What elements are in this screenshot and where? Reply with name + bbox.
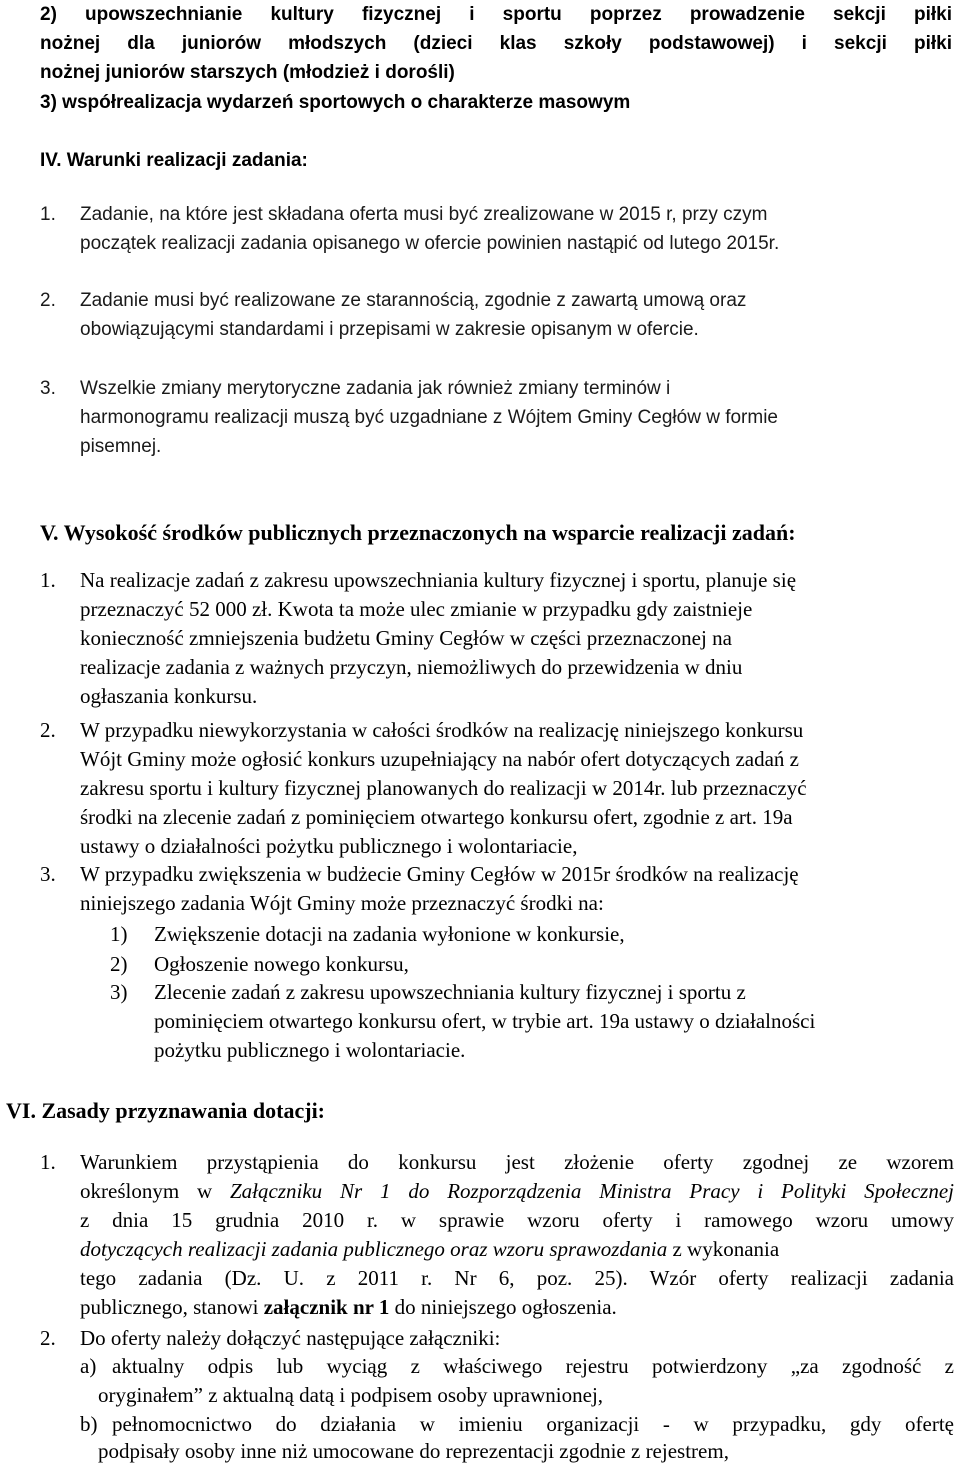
item-line: Wszelkie zmiany merytoryczne zadania jak również zmiany terminów i [80,378,671,399]
item-number: 2. [40,290,56,311]
item-line: Zwiększenie dotacji na zadania wyłonione w konkursie, [154,922,625,946]
item-number: 3. [40,862,56,886]
item-line-part: określonym w [80,1179,230,1203]
section-4-item-3 [40,374,954,464]
item-line: Ogłoszenie nowego konkursu, [154,952,409,976]
item-line: Wójt Gminy może ogłosić konkurs uzupełniający na nabór ofert dotyczących zadań z [80,747,799,771]
item-line-part: z wykonania [667,1237,780,1261]
item-number: 2. [40,1326,56,1350]
intro-line: nożnej juniorów starszych (młodzież i dorośli) [40,62,455,83]
section-5-subitem-3 [110,978,954,1068]
item-line: pożytku publicznego i wolontariacie. [154,1038,466,1062]
subitem-number: b) [80,1412,98,1436]
item-line: Do oferty należy dołączyć następujące załączniki: [80,1326,501,1350]
item-line: oryginałem” z aktualną datą i podpisem osoby uprawnionej, [98,1383,604,1407]
section-4-item-1 [40,200,954,260]
section-5-heading: V. Wysokość środków publicznych przeznaczonych na wsparcie realizacji zadań: [40,520,796,545]
item-line: Na realizacje zadań z zakresu upowszechniania kultury fizycznej i sportu, planuje się [80,568,797,592]
subitem-number: 1) [110,922,128,946]
section-5-subitem-1 [110,920,954,950]
section-6-item-1 [40,1148,954,1328]
item-line: tego zadania (Dz. U. z 2011 r. Nr 6, poz. 25). Wzór oferty realizacji zadania [80,1266,954,1290]
item-line: realizacje zadania z ważnych przyczyn, niemożliwych do przewidzenia w dniu [80,655,743,679]
section-6-subitem-a [80,1352,954,1412]
section-5-item-1 [40,566,954,716]
item-line: ogłaszania konkursu. [80,684,258,708]
section-5-item-2 [40,716,954,866]
item-line: Zlecenie zadań z zakresu upowszechniania kultury fizycznej i sportu z [154,980,746,1004]
attachment-reference: załącznik nr 1 [263,1295,390,1319]
intro-line: 2) upowszechnianie kultury fizycznej i sportu poprzez prowadzenie sekcji piłki [40,4,952,25]
section-4-item-2 [40,286,954,346]
item-line: pełnomocnictwo do działania w imieniu organizacji - w przypadku, gdy ofertę [112,1412,954,1436]
regulation-title: dotyczących realizacji zadania publicznego oraz wzoru sprawozdania [80,1237,668,1261]
section-5-subitem-2 [110,950,954,980]
section-5-item-3 [40,860,954,920]
item-line: niniejszego zadania Wójt Gminy może przeznaczyć środki na: [80,891,604,915]
item-line: środki na zlecenie zadań z pominięciem otwartego konkursu ofert, zgodnie z art. 19a [80,805,793,829]
item-line: W przypadku niewykorzystania w całości środków na realizację niniejszego konkursu [80,718,804,742]
item-number: 1. [40,1150,56,1174]
item-number: 3. [40,378,56,399]
section-6-item-2 [40,1324,954,1354]
section-4-heading: IV. Warunki realizacji zadania: [40,150,308,171]
item-line: aktualny odpis lub wyciąg z właściwego rejestru potwierdzony „za zgodność z [112,1354,954,1378]
item-line: z dnia 15 grudnia 2010 r. w sprawie wzoru oferty i ramowego wzoru umowy [80,1208,954,1232]
item-line [80,1177,954,1206]
item-line-part: publicznego, stanowi [80,1295,264,1319]
intro-item-2 [40,0,952,87]
item-line: Zadanie, na które jest składana oferta musi być zrealizowane w 2015 r, przy czym [80,204,768,225]
item-line: początek realizacji zadania opisanego w ofercie powinien nastąpić od lutego 2015r. [80,233,780,254]
subitem-number: 3) [110,980,128,1004]
regulation-reference: Załączniku Nr 1 do Rozporządzenia Ministra Pracy i Polityki Społecznej [230,1179,954,1203]
item-line: przeznaczyć 52 000 zł. Kwota ta może ulec zmianie w przypadku gdy zaistnieje [80,597,753,621]
item-line: pisemnej. [80,436,162,457]
subitem-number: 2) [110,952,128,976]
section-6-subitem-b [80,1410,954,1464]
subitem-number: a) [80,1354,97,1378]
intro-line: nożnej dla juniorów młodszych (dzieci klas szkoły podstawowej) i sekcji piłki [40,33,952,54]
item-line: zakresu sportu i kultury fizycznej planowanych do realizacji w 2014r. lub przeznaczyć [80,776,807,800]
item-line: Warunkiem przystąpienia do konkursu jest złożenie oferty zgodnej ze wzorem [80,1150,954,1174]
item-line [80,1235,954,1264]
item-line: ustawy o działalności pożytku publicznego i wolontariacie, [80,834,578,858]
item-line: W przypadku zwiększenia w budżecie Gminy Cegłów w 2015r środków na realizację [80,862,799,886]
item-line: konieczność zmniejszenia budżetu Gminy Cegłów w części przeznaczonej na [80,626,732,650]
item-number: 1. [40,568,56,592]
item-number: 1. [40,204,56,225]
item-line: obowiązującymi standardami i przepisami w zakresie opisanym w ofercie. [80,319,699,340]
item-line: Zadanie musi być realizowane ze starannością, zgodnie z zawartą umową oraz [80,290,747,311]
item-line: podpisały osoby inne niż umocowane do reprezentacji zgodnie z rejestrem, [98,1439,729,1463]
item-line-part: do niniejszego ogłoszenia. [389,1295,617,1319]
item-line [80,1293,954,1322]
item-line: pominięciem otwartego konkursu ofert, w trybie art. 19a ustawy o działalności [154,1009,816,1033]
item-number: 2. [40,718,56,742]
item-line: harmonogramu realizacji muszą być uzgadniane z Wójtem Gminy Cegłów w formie [80,407,778,428]
intro-item-3: 3) współrealizacja wydarzeń sportowych o charakterze masowym [40,92,631,113]
section-6-heading: VI. Zasady przyznawania dotacji: [6,1098,326,1123]
